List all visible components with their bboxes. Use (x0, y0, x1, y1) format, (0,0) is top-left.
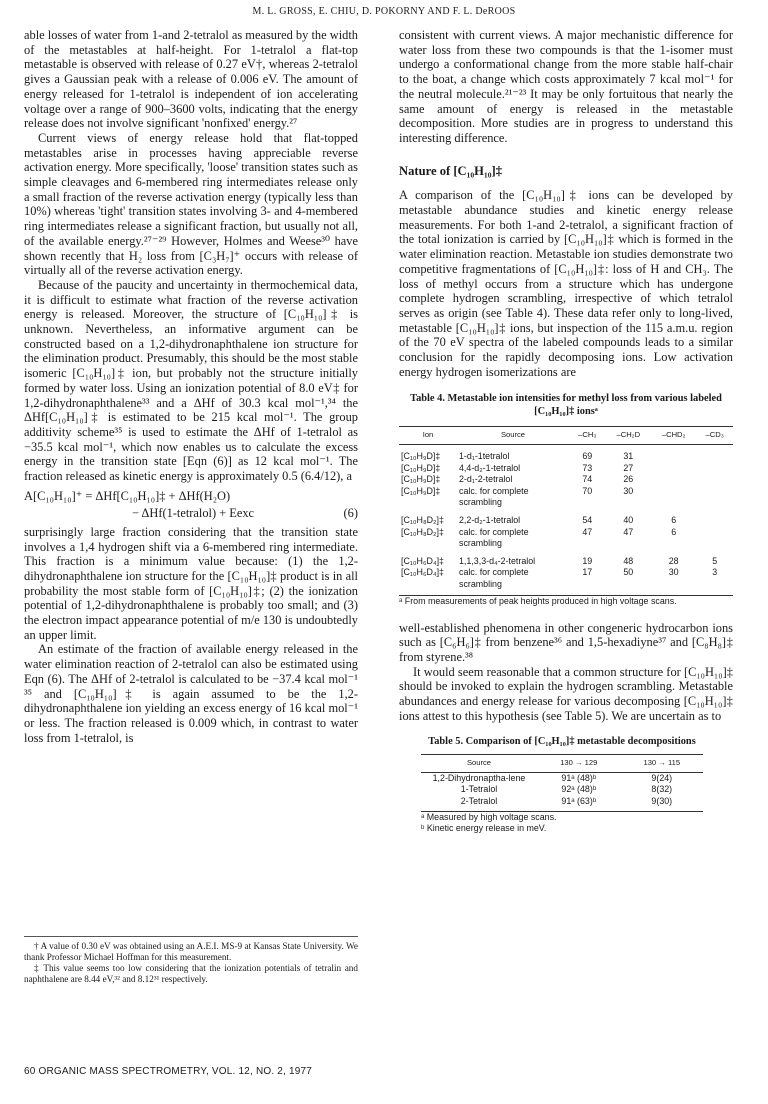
column-header: 130 → 129 (537, 755, 621, 773)
table-cell: 40 (623, 515, 634, 526)
table-cell: calc. for complete scrambling (457, 567, 569, 595)
table-cell (696, 486, 733, 509)
table-cell: 8(32) (651, 784, 673, 795)
table-row (399, 474, 733, 486)
table-cell (696, 445, 733, 463)
footnotes (24, 936, 358, 985)
table-cell: 4,4-d₂-1-tetralol (459, 462, 521, 473)
table-cell: [C₁₀H₉D]‡ (401, 451, 441, 462)
column-header: –CH₂D (606, 427, 651, 445)
table-note: ᵃ From measurements of peak heights produced in high voltage scans. (399, 595, 677, 606)
table-row (399, 445, 733, 463)
left-column (24, 28, 358, 745)
footnote: † A value of 0.30 eV was obtained using an A.E.I. MS-9 at Kansas State University. We thank Professor Michael Hoffman for this measurement. (24, 941, 358, 962)
table-cell: 30 (651, 567, 696, 595)
table-cell: [C₁₀H₈D₂]‡ (401, 526, 444, 537)
table-cell: 5 (712, 555, 718, 566)
table-4 (399, 393, 733, 606)
table-cell (651, 463, 696, 475)
column-header: –CHD₂ (651, 427, 696, 445)
paragraph: Because of the paucity and uncertainty in thermochemical data, it is difficult to estimate what fraction of the reverse activation energy is released. Moreover, the structure of [C₁₀H₁₀]‡ is unknown. Nevertheless, an informative argument can be constructed based on a 1,2-dihydronaphthalene ion structure for the elimination product. Presumably, this should be the most stable isomeric [C₁₀H₁₀]‡ ion, but probably not the structure initially formed by water loss. Using an ionization potential of 8.0 eV‡ for 1,2-dihydronaphthalene³³ and a ΔHf of 30.3 kcal mol⁻¹,³⁴ the ΔHf[C₁₀H₁₀]‡ is estimated to be 215 kcal mol⁻¹. The group additivity scheme³⁵ is used to estimate the ΔHf of 1-tetralol as −35.5 kcal mol⁻¹, which now enables us to calculate the excess energy in the transition state [Eqn (6)] as 12 kcal mol⁻¹. The fraction released as kinetic energy is approximately 0.5 (6.4/12), a (24, 277, 358, 484)
table-cell: 1,2-Dihydronaptha-lene (432, 772, 526, 783)
table-cell: 50 (606, 567, 651, 595)
table-cell: 19 (582, 555, 593, 566)
table-cell: 2-Tetralol (421, 796, 537, 812)
table-cell: 73 (582, 462, 593, 473)
table-row (421, 772, 703, 784)
table-cell (696, 474, 733, 486)
table-cell: 91ᵃ (63)ᵇ (537, 796, 621, 812)
table-row (421, 784, 703, 796)
table-cell: 47 (623, 526, 634, 537)
column-header: Ion (399, 427, 457, 445)
table-cell (651, 474, 696, 486)
equation-line: − ΔHf(1-tetralol) + Eexc (132, 505, 255, 520)
column-header: Source (421, 755, 537, 773)
paragraph: surprisingly large fraction considering that the transition state involves a 1,4 hydrogen shift via a 6-membered ring intermediate. This fraction is a minimum value because: (1) the 1,2-dihydronaphthalene ion structure for the [C₁₀H₁₀]‡ product is in all probability the most stable form of [C₁₀H₁₀]‡; (2) the ionization potential of 1,2-dihydronaphthalene is probably too small; and (3) the electron impact appearance potential of m/e 130 is undoubtedly an upper limit. (24, 524, 358, 642)
table-cell (651, 486, 696, 509)
paragraph: Current views of energy release hold that flat-topped metastables arise in processes having appreciable reverse activation energy. More specifically, 'loose' transition states such as simple cleavages and 6-membered ring intermediates release only a small fraction of the reverse activation energy (typically less than 10%) whereas 'tight' transition states involving 3- and 4-membered ring intermediates release a significant fraction, but usually not all, of the available energy.²⁷⁻²⁹ However, Holmes and Weese³⁰ have shown recently that H₂ loss from [C₃H₇]⁺ occurs with release of virtually all of the reverse activation energy. (24, 130, 358, 278)
table-cell: 2-d₁-2-tetralol (459, 474, 513, 485)
table-cell (696, 527, 733, 550)
table-cell: 48 (623, 555, 634, 566)
table-cell: 6 (671, 526, 677, 537)
equation-6 (24, 488, 358, 522)
equation-line: A[C₁₀H₁₀]⁺ = ΔHf[C₁₀H₁₀]‡ + ΔHf(H₂O) (24, 488, 231, 503)
table-cell (651, 445, 696, 463)
table-cell: [C₁₀H₈D₂]‡ (401, 515, 444, 526)
paragraph: consistent with current views. A major mechanistic difference for water loss from these two compounds is that the 1-isomer must undergo a conformational change from the more stable half-chair to the boat, a change which costs approximately 7 kcal mol⁻¹ for the neutral molecule.²¹⁻²³ It may be only fortuitous that nearly the same amount of energy is released in the metastable decomposition. More studies are in progress to understand this interesting difference. (399, 28, 733, 145)
right-column (399, 28, 733, 834)
paragraph: well-established phenomena in other congeneric hydrocarbon ions such as [C₆H₆]‡ from benzene³⁶ and 1,5-hexadiyne³⁷ and [C₈H₈]‡ from styrene.³⁸ (399, 620, 733, 664)
column-header: Source (457, 427, 569, 445)
table-cell: 91ᵃ (48)ᵇ (561, 772, 597, 783)
table-cell: 92ᵃ (48)ᵇ (561, 784, 597, 795)
running-head: M. L. GROSS, E. CHIU, D. POKORNY AND F. L. DeROOS (252, 6, 516, 17)
table-cell: 1-d₁-1tetralol (459, 451, 510, 462)
table-cell: 6 (671, 515, 677, 526)
table-cell (696, 463, 733, 475)
table-cell: [C₁₀H₉D]‡ (401, 485, 441, 496)
table-4-grid (399, 426, 733, 595)
paragraph: An estimate of the fraction of available energy released in the water elimination reaction of 2-tetralol can also be estimated using Eqn (6). The ΔHf of 2-tetralol is calculated to be −37.4 kcal mol⁻¹ ³⁵ and [C₁₀H₁₀]‡ is again assumed to be the 1,2-dihydronaphthalene ion yielding an excess energy of 16 kcal mol⁻¹ or less. The fraction released is 0.009 which, in contrast to water loss from 1-tetralol, is (24, 642, 358, 745)
table-cell: 3 (696, 567, 733, 595)
table-cell: 54 (582, 515, 593, 526)
table-row (399, 527, 733, 550)
table-cell: 74 (582, 474, 593, 485)
table-caption: Table 5. Comparison of [C₁₀H₁₀]‡ metastable decompositions (428, 735, 696, 747)
table-cell: 47 (582, 526, 593, 537)
paragraph: able losses of water from 1-and 2-tetralol as measured by the width of the metastables at half-height. For 1-tetralol a flat-top metastable is observed with release of 0.27 eV†, whereas 2-tetralol gives a Gaussian peak with a release of 0.006 eV. The amount of energy released for 1-tetralol is independent of ion accelerating voltage over a range of 900–3600 volts, indicating that the energy release does not involve significant 'nonfixed' energy.²⁷ (24, 28, 358, 131)
column-header: –CH₃ (569, 427, 606, 445)
column-header: 130 → 115 (621, 755, 703, 773)
table-cell: 31 (623, 451, 634, 462)
table-row (399, 509, 733, 527)
footnote: ‡ This value seems too low considering that the ionization potentials of tetralin and naphthalene are 8.44 eV,³² and 8.12³¹ respectively. (24, 963, 358, 984)
table-5 (421, 736, 703, 835)
column-header: –CD₃ (696, 427, 733, 445)
table-cell: 27 (623, 462, 634, 473)
table-5-grid (421, 754, 703, 812)
table-note: ᵃ Measured by high voltage scans. (421, 812, 557, 823)
table-cell: calc. for complete scrambling (459, 526, 529, 549)
paragraph: A comparison of the [C₁₀H₁₀]‡ ions can be developed by metastable abundance studies and kinetic energy release measurements. For both 1-and 2-tetralol, a significant fraction of the total ionization is carried by [C₁₀H₁₀]‡ which is formed in the water elimination reaction. Metastable ion studies demonstrate two competitive fragmentations of [C₁₀H₁₀]‡: loss of H and CH₃. The loss of methyl occurs from a structure which has undergone complete hydrogen scrambling, irrespective of which tetralol serves as origin (see Table 4). These data refer only to long-lived, metastable [C₁₀H₁₀]‡ ions, but inspection of the 115 a.m.u. region of the 70 eV spectra of the labeled compounds leads to a similar conclusion for the rapidly decomposing ions. Low activation energy hydrogen isomerizations are (399, 188, 733, 379)
table-row (399, 567, 733, 595)
table-cell: 69 (582, 451, 593, 462)
paragraph: It would seem reasonable that a common structure for [C₁₀H₁₀]‡ should be invoked to explain the hydrogen scrambling. Metastable abundances and energy release for various decomposing [C₁₀H₁₀]‡ ions attest to this hypothesis (see Table 5). We are uncertain as to (399, 664, 733, 723)
page-footer: 60 ORGANIC MASS SPECTROMETRY, VOL. 12, NO. 2, 1977 (24, 1066, 313, 1077)
footnote-rule (24, 936, 358, 937)
table-row (421, 796, 703, 812)
table-cell: 17 (569, 567, 606, 595)
table-cell: 9(24) (651, 772, 673, 783)
table-cell: calc. for complete scrambling (459, 485, 529, 508)
table-cell: 1-Tetralol (460, 784, 498, 795)
table-cell: 9(30) (621, 796, 703, 812)
table-cell: [C₁₀H₉D]‡ (401, 462, 441, 473)
table-note: ᵇ Kinetic energy release in meV. (421, 823, 547, 834)
table-cell: [C₁₀H₉D]‡ (401, 474, 441, 485)
equation-number: (6) (343, 505, 358, 520)
table-cell: 70 (582, 485, 593, 496)
table-caption: Table 4. Metastable ion intensities for methyl loss from various labeled [C₁₀H₁₀]‡ ionsᵃ (410, 393, 722, 417)
table-cell: [C₁₀H₆D₄]‡ (399, 567, 457, 595)
section-heading: Nature of [C₁₀H₁₀]‡ (399, 163, 503, 178)
table-row (399, 550, 733, 568)
table-cell: 30 (623, 485, 634, 496)
table-cell: 28 (668, 555, 679, 566)
table-cell: 2,2-d₂-1-tetralol (459, 515, 521, 526)
table-row (399, 486, 733, 509)
table-cell: 26 (623, 474, 634, 485)
table-cell: [C₁₀H₆D₄]‡ (401, 555, 444, 566)
table-cell (696, 509, 733, 527)
table-row (399, 463, 733, 475)
table-cell: 1,1,3,3-d₄-2-tetralol (459, 555, 536, 566)
